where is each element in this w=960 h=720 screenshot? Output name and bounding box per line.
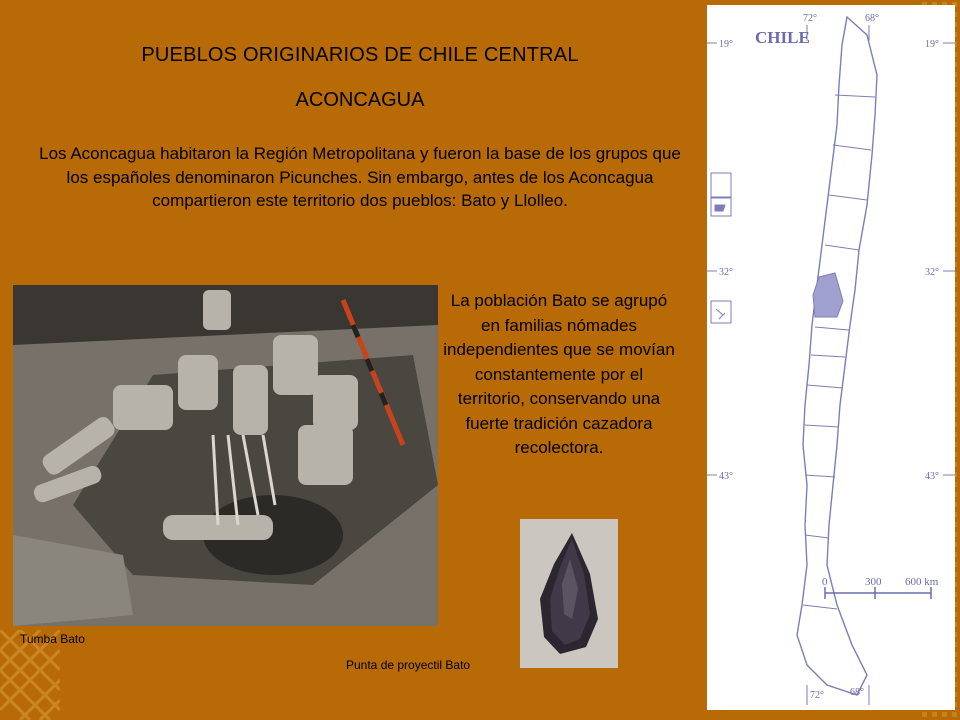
intro-paragraph: Los Aconcagua habitaron la Región Metropolitana y fueron la base de los grupos que los españoles denominaron Picunches. Sin embargo, antes de los Aconcagua compartieron este territorio dos pueblos: Bato y Llolleo. — [39, 144, 681, 210]
scale-label-300: 300 — [865, 576, 882, 588]
chile-map-drawing — [707, 5, 955, 710]
bottom-lon-label-72: 72° — [810, 690, 824, 701]
bato-description: La población Bato se agrupó en familias nómades independientes que se movían constantemente por el territorio, conservando una fuerte tradición cazadora recolectora. — [443, 291, 675, 457]
projectile-point-illustration — [520, 519, 618, 668]
projectile-point-caption: Punta de proyectil Bato — [346, 658, 471, 672]
lon-label-68: 68° — [865, 13, 879, 24]
lat-label-43-left: 43° — [719, 471, 733, 482]
scale-label-0: 0 — [822, 576, 828, 588]
scale-label-600: 600 km — [905, 576, 939, 588]
projectile-point-photo — [520, 519, 618, 668]
island-insets — [711, 173, 731, 323]
lat-label-19-left: 19° — [719, 39, 733, 50]
lon-label-72: 72° — [803, 13, 817, 24]
tomb-caption: Tumba Bato — [20, 632, 85, 646]
tomb-photo-illustration — [13, 285, 438, 626]
lat-label-19-right: 19° — [925, 39, 939, 50]
bottom-lon-label-68: 68° — [850, 687, 864, 698]
lat-label-43-right: 43° — [925, 471, 939, 482]
lat-label-32-right: 32° — [925, 267, 939, 278]
lat-label-32-left: 32° — [719, 267, 733, 278]
tomb-photo — [13, 285, 438, 626]
map-scale-bar — [822, 576, 939, 599]
page-title: PUEBLOS ORIGINARIOS DE CHILE CENTRAL — [141, 44, 579, 66]
page-subtitle: ACONCAGUA — [295, 89, 425, 111]
chile-map — [707, 5, 955, 710]
map-title: CHILE — [755, 28, 810, 47]
